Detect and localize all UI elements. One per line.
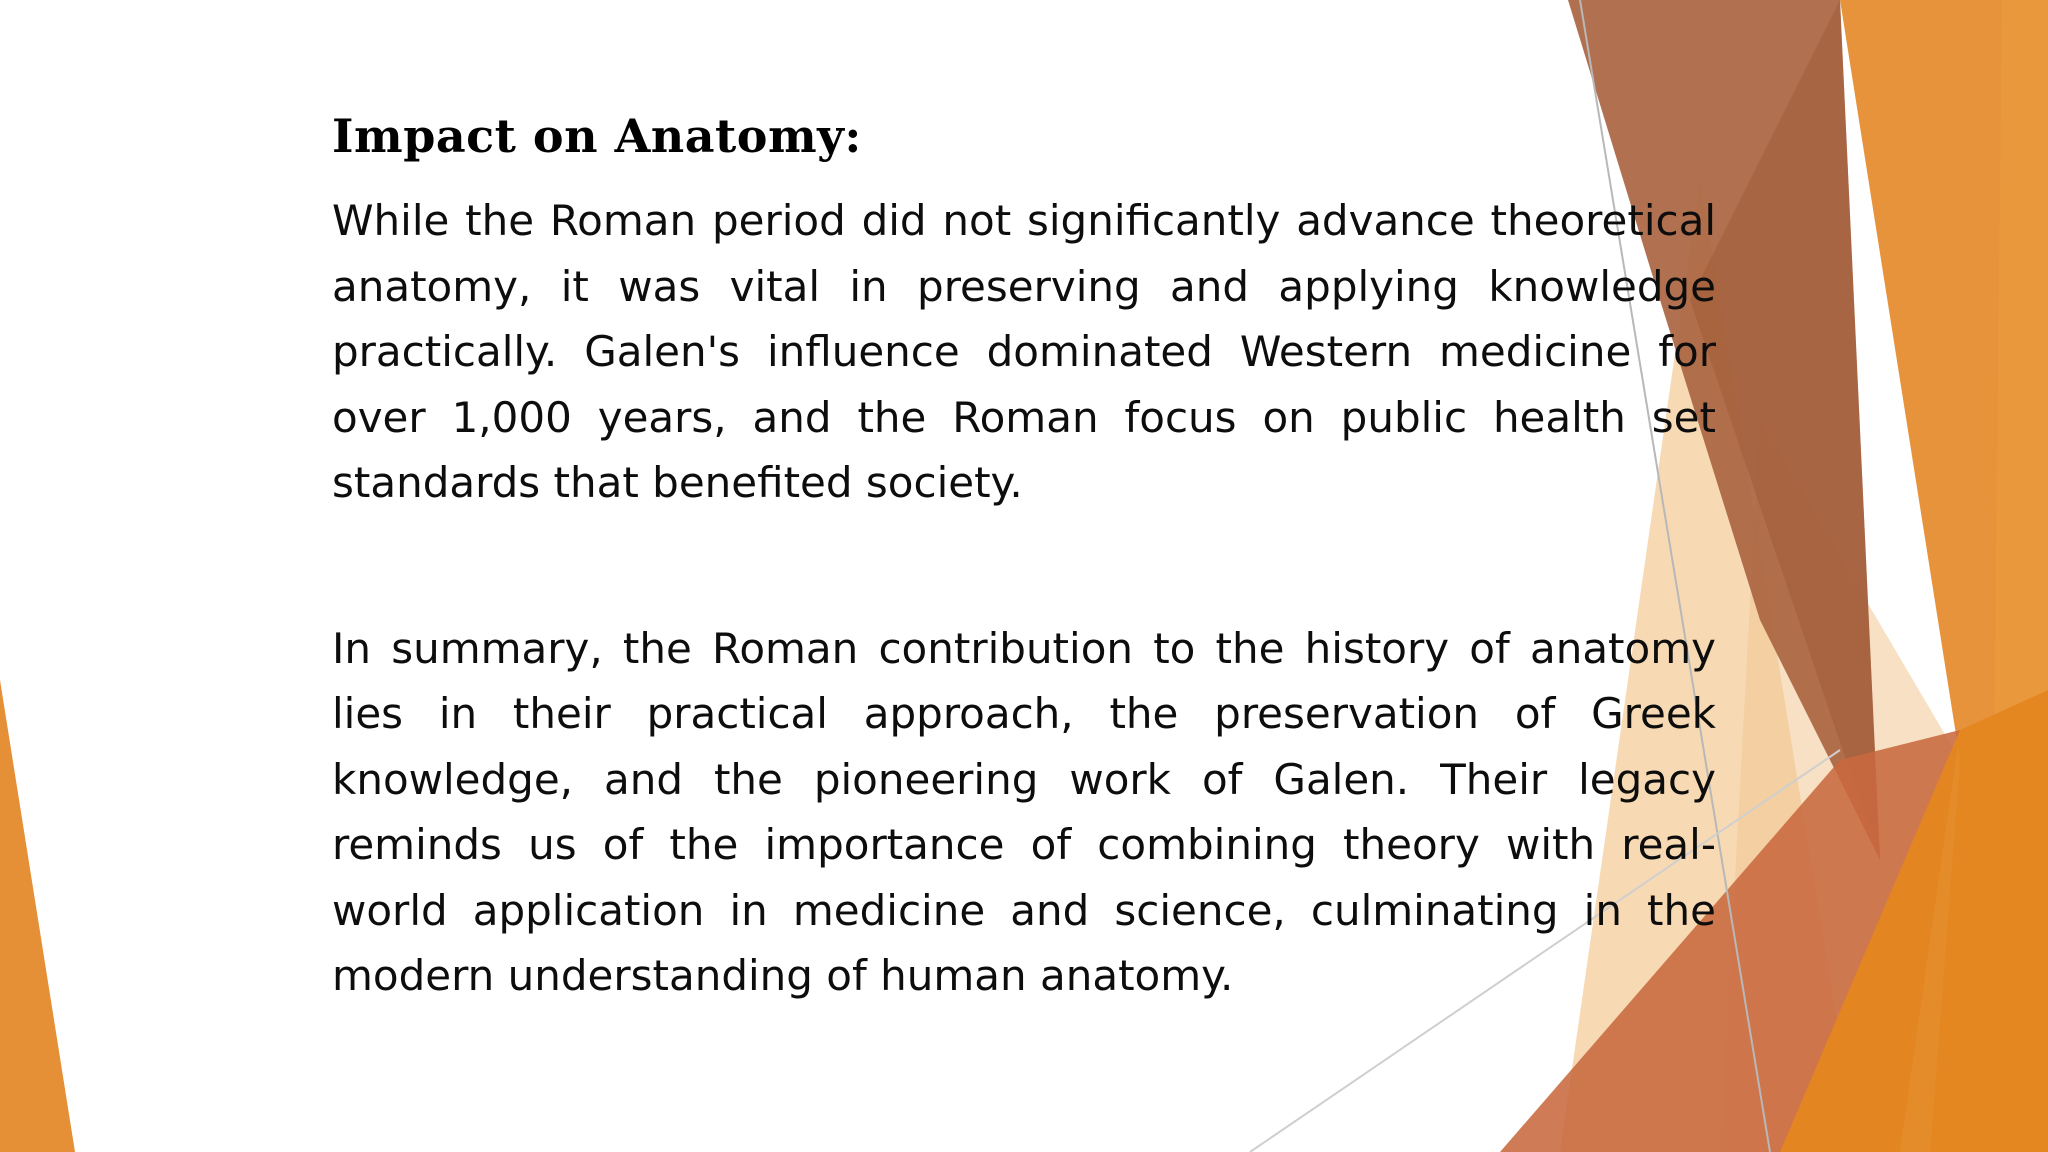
left-orange-sliver xyxy=(0,680,75,1152)
slide-content xyxy=(332,104,1716,1009)
paragraph-summary: In summary, the Roman contribution to the history of anatomy lies in their practical approach, the preservation of Greek knowledge, and the pioneering work of Galen. Their legacy reminds us of the importance of combining theory with real-world application in medicine and science, culminating in the modern understanding of human anatomy. xyxy=(332,623,1716,1000)
slide-heading: Impact on Anatomy: xyxy=(332,109,862,163)
paragraph-impact: While the Roman period did not significantly advance theoretical anatomy, it was vital in preserving and applying knowledge practically. Galen's influence dominated Western medicine for over 1,000 years, and the Roman focus on public health set standards that benefited society. xyxy=(332,196,1716,507)
